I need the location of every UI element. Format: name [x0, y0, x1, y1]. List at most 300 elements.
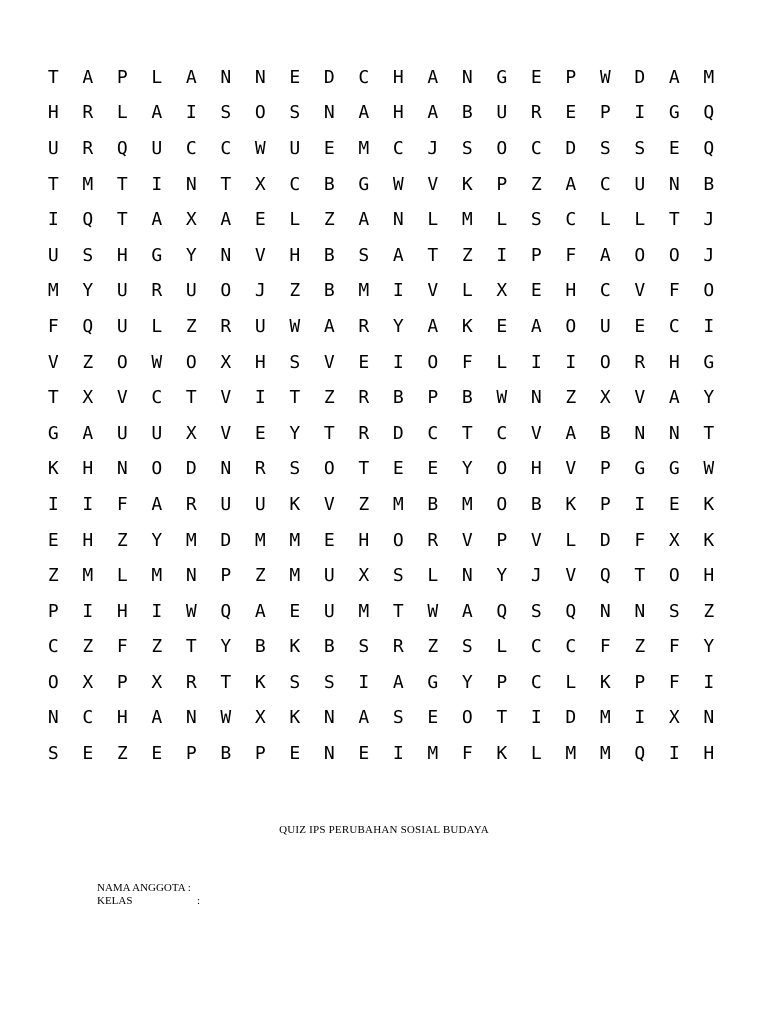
grid-letter: I — [151, 600, 163, 622]
grid-letter: A — [668, 387, 680, 409]
kelas-label: KELAS — [97, 895, 133, 907]
grid-letter: X — [496, 280, 508, 302]
grid-letter: F — [116, 493, 128, 515]
grid-row — [36, 558, 736, 594]
grid-letter: S — [530, 600, 542, 622]
grid-letter: T — [427, 244, 439, 266]
grid-letter: I — [530, 707, 542, 729]
grid-letter: B — [392, 387, 404, 409]
grid-letter: Y — [82, 280, 94, 302]
grid-letter: Q — [703, 137, 715, 159]
grid-row — [36, 665, 736, 701]
grid-letter: K — [565, 493, 577, 515]
grid-letter: M — [82, 565, 94, 587]
grid-letter: C — [82, 707, 94, 729]
nama-anggota-label: NAMA ANGGOTA : — [97, 882, 191, 894]
grid-letter: A — [427, 102, 439, 124]
grid-row — [36, 202, 736, 238]
grid-row — [36, 452, 736, 488]
grid-letter: O — [496, 458, 508, 480]
grid-letter: B — [323, 280, 335, 302]
grid-letter: H — [703, 565, 715, 587]
grid-letter: O — [496, 493, 508, 515]
grid-letter: L — [634, 209, 646, 231]
grid-letter: W — [185, 600, 197, 622]
grid-letter: N — [461, 66, 473, 88]
grid-letter: P — [47, 600, 59, 622]
grid-letter: X — [358, 565, 370, 587]
grid-letter: V — [220, 387, 232, 409]
grid-letter: K — [47, 458, 59, 480]
grid-letter: N — [323, 102, 335, 124]
grid-letter: R — [151, 280, 163, 302]
grid-letter: A — [151, 102, 163, 124]
grid-letter: S — [358, 244, 370, 266]
grid-letter: W — [496, 387, 508, 409]
grid-letter: U — [116, 422, 128, 444]
grid-letter: N — [323, 743, 335, 765]
grid-letter: H — [47, 102, 59, 124]
grid-letter: I — [668, 743, 680, 765]
grid-letter: A — [599, 244, 611, 266]
grid-letter: D — [565, 137, 577, 159]
grid-letter: P — [634, 671, 646, 693]
grid-letter: A — [358, 707, 370, 729]
grid-letter: O — [461, 707, 473, 729]
grid-letter: Q — [634, 743, 646, 765]
grid-letter: N — [116, 458, 128, 480]
grid-letter: A — [82, 422, 94, 444]
grid-letter: E — [668, 493, 680, 515]
grid-letter: T — [461, 422, 473, 444]
grid-letter: N — [254, 66, 266, 88]
student-info-form — [97, 882, 200, 908]
grid-letter: I — [82, 493, 94, 515]
grid-letter: E — [82, 743, 94, 765]
grid-letter: N — [185, 565, 197, 587]
grid-letter: N — [220, 244, 232, 266]
grid-letter: T — [47, 173, 59, 195]
grid-letter: M — [461, 493, 473, 515]
grid-letter: U — [634, 173, 646, 195]
grid-letter: C — [530, 137, 542, 159]
grid-letter: L — [461, 280, 473, 302]
grid-letter: V — [323, 493, 335, 515]
grid-letter: M — [427, 743, 439, 765]
grid-letter: Z — [530, 173, 542, 195]
grid-letter: E — [323, 529, 335, 551]
grid-letter: R — [358, 315, 370, 337]
grid-row — [36, 167, 736, 203]
grid-letter: C — [392, 137, 404, 159]
grid-letter: E — [289, 66, 301, 88]
grid-letter: R — [634, 351, 646, 373]
grid-letter: W — [392, 173, 404, 195]
grid-letter: G — [358, 173, 370, 195]
grid-letter: M — [392, 493, 404, 515]
grid-letter: H — [530, 458, 542, 480]
grid-letter: R — [358, 387, 370, 409]
grid-letter: A — [151, 493, 163, 515]
grid-letter: G — [151, 244, 163, 266]
grid-letter: S — [530, 209, 542, 231]
grid-letter: L — [116, 565, 128, 587]
grid-letter: Z — [47, 565, 59, 587]
grid-letter: O — [185, 351, 197, 373]
grid-letter: W — [289, 315, 301, 337]
grid-row — [36, 60, 736, 96]
grid-letter: S — [461, 636, 473, 658]
grid-letter: V — [427, 173, 439, 195]
grid-letter: N — [634, 422, 646, 444]
grid-letter: N — [634, 600, 646, 622]
grid-letter: M — [185, 529, 197, 551]
grid-letter: L — [151, 315, 163, 337]
grid-letter: K — [703, 493, 715, 515]
grid-letter: T — [703, 422, 715, 444]
grid-letter: K — [461, 173, 473, 195]
grid-letter: J — [703, 244, 715, 266]
grid-letter: G — [47, 422, 59, 444]
grid-letter: U — [254, 315, 266, 337]
grid-letter: O — [668, 565, 680, 587]
grid-letter: A — [151, 209, 163, 231]
grid-letter: B — [323, 636, 335, 658]
grid-letter: H — [254, 351, 266, 373]
grid-letter: C — [530, 671, 542, 693]
grid-letter: Q — [220, 600, 232, 622]
grid-letter: E — [427, 458, 439, 480]
grid-letter: G — [703, 351, 715, 373]
grid-letter: V — [461, 529, 473, 551]
grid-letter: A — [254, 600, 266, 622]
grid-letter: K — [496, 743, 508, 765]
grid-letter: X — [668, 529, 680, 551]
grid-letter: I — [358, 671, 370, 693]
grid-letter: Y — [461, 671, 473, 693]
grid-letter: C — [668, 315, 680, 337]
grid-letter: H — [358, 529, 370, 551]
grid-letter: V — [323, 351, 335, 373]
grid-letter: L — [599, 209, 611, 231]
grid-letter: A — [427, 315, 439, 337]
grid-letter: N — [220, 458, 232, 480]
grid-letter: E — [427, 707, 439, 729]
grid-letter: E — [530, 280, 542, 302]
grid-letter: P — [254, 743, 266, 765]
grid-letter: M — [151, 565, 163, 587]
grid-letter: V — [634, 387, 646, 409]
grid-letter: I — [703, 671, 715, 693]
grid-letter: E — [358, 743, 370, 765]
grid-letter: F — [116, 636, 128, 658]
grid-letter: Q — [565, 600, 577, 622]
grid-letter: O — [427, 351, 439, 373]
grid-letter: C — [496, 422, 508, 444]
grid-letter: J — [254, 280, 266, 302]
grid-letter: T — [668, 209, 680, 231]
grid-letter: X — [185, 209, 197, 231]
grid-row — [36, 274, 736, 310]
grid-letter: C — [358, 66, 370, 88]
grid-row — [36, 630, 736, 666]
grid-letter: T — [116, 173, 128, 195]
grid-letter: U — [151, 137, 163, 159]
grid-letter: E — [358, 351, 370, 373]
grid-letter: C — [220, 137, 232, 159]
grid-letter: L — [289, 209, 301, 231]
grid-letter: O — [668, 244, 680, 266]
grid-letter: B — [599, 422, 611, 444]
grid-letter: B — [461, 387, 473, 409]
grid-letter: R — [82, 102, 94, 124]
grid-letter: U — [599, 315, 611, 337]
grid-letter: P — [185, 743, 197, 765]
grid-row — [36, 96, 736, 132]
grid-letter: S — [323, 671, 335, 693]
grid-letter: H — [703, 743, 715, 765]
grid-letter: E — [254, 209, 266, 231]
grid-letter: H — [392, 66, 404, 88]
grid-letter: I — [496, 244, 508, 266]
grid-letter: E — [530, 66, 542, 88]
grid-letter: N — [185, 173, 197, 195]
grid-letter: C — [599, 173, 611, 195]
grid-letter: K — [289, 636, 301, 658]
grid-letter: S — [392, 707, 404, 729]
grid-letter: U — [220, 493, 232, 515]
grid-letter: I — [392, 351, 404, 373]
grid-letter: Q — [82, 315, 94, 337]
grid-letter: U — [116, 315, 128, 337]
grid-letter: D — [599, 529, 611, 551]
grid-letter: L — [427, 565, 439, 587]
grid-letter: L — [496, 351, 508, 373]
grid-letter: O — [703, 280, 715, 302]
grid-letter: L — [565, 671, 577, 693]
grid-letter: V — [427, 280, 439, 302]
grid-letter: U — [185, 280, 197, 302]
grid-letter: G — [496, 66, 508, 88]
grid-letter: W — [220, 707, 232, 729]
grid-letter: S — [289, 458, 301, 480]
grid-letter: I — [634, 493, 646, 515]
grid-letter: I — [530, 351, 542, 373]
grid-letter: I — [151, 173, 163, 195]
grid-letter: U — [323, 600, 335, 622]
grid-letter: M — [289, 565, 301, 587]
grid-letter: T — [220, 671, 232, 693]
grid-letter: S — [289, 671, 301, 693]
grid-letter: L — [116, 102, 128, 124]
grid-letter: T — [220, 173, 232, 195]
grid-row — [36, 345, 736, 381]
grid-letter: S — [599, 137, 611, 159]
grid-letter: M — [565, 743, 577, 765]
grid-letter: Z — [323, 209, 335, 231]
grid-letter: P — [116, 66, 128, 88]
grid-letter: A — [565, 422, 577, 444]
grid-letter: W — [703, 458, 715, 480]
grid-letter: A — [151, 707, 163, 729]
grid-letter: M — [703, 66, 715, 88]
nama-anggota-line — [97, 882, 200, 895]
grid-letter: F — [668, 636, 680, 658]
grid-letter: T — [358, 458, 370, 480]
grid-row — [36, 594, 736, 630]
grid-letter: R — [185, 671, 197, 693]
grid-letter: U — [151, 422, 163, 444]
grid-letter: N — [599, 600, 611, 622]
grid-letter: D — [323, 66, 335, 88]
grid-letter: C — [289, 173, 301, 195]
grid-letter: R — [392, 636, 404, 658]
grid-letter: X — [254, 707, 266, 729]
grid-letter: E — [496, 315, 508, 337]
grid-letter: V — [254, 244, 266, 266]
grid-letter: N — [47, 707, 59, 729]
grid-letter: S — [392, 565, 404, 587]
grid-letter: V — [220, 422, 232, 444]
grid-letter: U — [47, 137, 59, 159]
grid-letter: A — [323, 315, 335, 337]
grid-letter: M — [358, 600, 370, 622]
grid-letter: Z — [151, 636, 163, 658]
grid-row — [36, 309, 736, 345]
grid-letter: R — [82, 137, 94, 159]
grid-letter: E — [151, 743, 163, 765]
grid-letter: H — [565, 280, 577, 302]
grid-letter: T — [289, 387, 301, 409]
grid-letter: V — [565, 458, 577, 480]
grid-letter: P — [496, 173, 508, 195]
grid-letter: V — [116, 387, 128, 409]
grid-letter: X — [151, 671, 163, 693]
grid-letter: X — [254, 173, 266, 195]
grid-letter: Z — [323, 387, 335, 409]
grid-letter: V — [634, 280, 646, 302]
grid-letter: I — [392, 280, 404, 302]
grid-letter: Y — [496, 565, 508, 587]
grid-letter: F — [461, 743, 473, 765]
grid-letter: Z — [116, 743, 128, 765]
grid-letter: V — [530, 422, 542, 444]
grid-letter: N — [668, 422, 680, 444]
grid-letter: S — [668, 600, 680, 622]
grid-letter: T — [47, 387, 59, 409]
grid-letter: S — [289, 351, 301, 373]
grid-letter: P — [599, 458, 611, 480]
grid-letter: K — [289, 707, 301, 729]
grid-letter: X — [599, 387, 611, 409]
grid-letter: T — [323, 422, 335, 444]
grid-letter: V — [530, 529, 542, 551]
grid-row — [36, 487, 736, 523]
grid-letter: H — [116, 244, 128, 266]
grid-letter: O — [254, 102, 266, 124]
grid-row — [36, 736, 736, 772]
grid-letter: K — [599, 671, 611, 693]
grid-letter: E — [289, 600, 301, 622]
grid-letter: F — [47, 315, 59, 337]
grid-letter: O — [47, 671, 59, 693]
grid-letter: V — [47, 351, 59, 373]
grid-letter: Z — [461, 244, 473, 266]
grid-letter: P — [496, 529, 508, 551]
grid-letter: X — [668, 707, 680, 729]
grid-letter: C — [47, 636, 59, 658]
grid-letter: Y — [703, 387, 715, 409]
grid-letter: P — [565, 66, 577, 88]
grid-letter: Z — [427, 636, 439, 658]
grid-letter: U — [323, 565, 335, 587]
grid-letter: Q — [82, 209, 94, 231]
grid-letter: B — [220, 743, 232, 765]
grid-letter: G — [668, 102, 680, 124]
grid-letter: Z — [289, 280, 301, 302]
grid-letter: C — [565, 636, 577, 658]
grid-letter: R — [358, 422, 370, 444]
grid-letter: A — [668, 66, 680, 88]
grid-letter: Q — [599, 565, 611, 587]
grid-letter: N — [461, 565, 473, 587]
grid-letter: P — [220, 565, 232, 587]
grid-letter: E — [289, 743, 301, 765]
kelas-colon: : — [197, 895, 201, 907]
grid-letter: Y — [289, 422, 301, 444]
grid-letter: T — [392, 600, 404, 622]
grid-letter: B — [323, 173, 335, 195]
grid-letter: P — [599, 102, 611, 124]
grid-letter: C — [565, 209, 577, 231]
grid-letter: Z — [116, 529, 128, 551]
grid-letter: I — [392, 743, 404, 765]
grid-letter: W — [427, 600, 439, 622]
grid-letter: X — [185, 422, 197, 444]
grid-letter: D — [565, 707, 577, 729]
grid-letter: L — [565, 529, 577, 551]
grid-letter: Y — [461, 458, 473, 480]
grid-letter: O — [565, 315, 577, 337]
grid-letter: A — [358, 209, 370, 231]
grid-letter: R — [220, 315, 232, 337]
grid-letter: B — [254, 636, 266, 658]
grid-letter: S — [461, 137, 473, 159]
grid-letter: A — [185, 66, 197, 88]
grid-letter: E — [392, 458, 404, 480]
grid-letter: W — [254, 137, 266, 159]
grid-letter: N — [323, 707, 335, 729]
grid-letter: O — [323, 458, 335, 480]
grid-letter: L — [496, 636, 508, 658]
grid-letter: P — [427, 387, 439, 409]
grid-letter: C — [151, 387, 163, 409]
grid-letter: T — [116, 209, 128, 231]
grid-letter: J — [703, 209, 715, 231]
grid-letter: A — [427, 66, 439, 88]
grid-letter: S — [358, 636, 370, 658]
grid-letter: A — [392, 244, 404, 266]
grid-letter: F — [565, 244, 577, 266]
grid-letter: O — [599, 351, 611, 373]
grid-letter: Z — [82, 636, 94, 658]
grid-letter: X — [82, 671, 94, 693]
grid-letter: T — [47, 66, 59, 88]
grid-letter: M — [599, 743, 611, 765]
grid-row — [36, 131, 736, 167]
grid-letter: D — [220, 529, 232, 551]
grid-letter: Z — [82, 351, 94, 373]
